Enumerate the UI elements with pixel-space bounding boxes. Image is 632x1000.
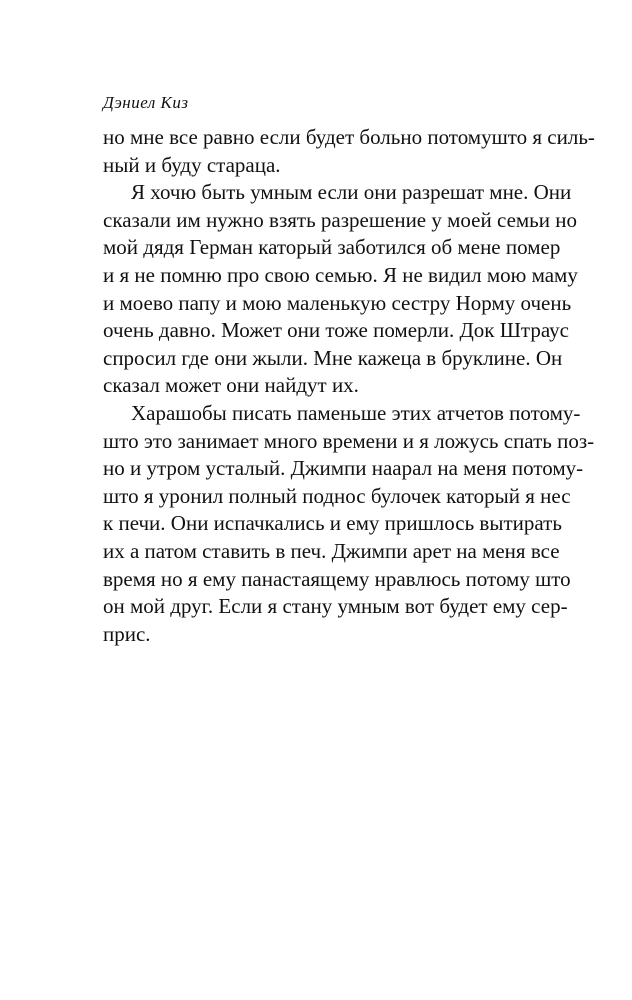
- text-line: он мой друг. Если я стану умным вот будет ему сер-: [103, 594, 568, 619]
- running-head-author: Дэниел Киз: [103, 93, 189, 112]
- body-text: [103, 124, 595, 648]
- text-line: Харашобы писать паменьше этих атчетов потому-: [131, 400, 581, 425]
- text-line: прис.: [103, 621, 151, 646]
- text-line: сказали им нужно взять разрешение у моей семьи но: [103, 207, 577, 232]
- text-line: и моево папу и мою маленькую сестру Норму очень: [103, 290, 572, 315]
- text-line: Я хочю быть умным если они разрешат мне. Они: [131, 180, 572, 205]
- text-line: и я не помню про свою семью. Я не видил мою маму: [103, 262, 578, 287]
- text-line: ный и буду стараца.: [103, 152, 281, 177]
- text-line: но и утром усталый. Джимпи наарал на меня потому-: [103, 456, 584, 481]
- text-line: очень давно. Может они тоже померли. Док Штраус: [103, 318, 569, 343]
- text-line: сказал может они найдут их.: [103, 373, 359, 398]
- text-line: што я уронил полный поднос булочек каторый я нес: [103, 483, 571, 508]
- text-line: к печи. Они испачкались и ему пришлось вытирать: [103, 511, 562, 536]
- text-line: их а патом ставить в печ. Джимпи арет на меня все: [103, 538, 560, 563]
- text-line: но мне все равно если будет больно потомушто я силь-: [103, 125, 595, 149]
- text-line: што это занимает много времени и я ложусь спать поз-: [103, 428, 595, 453]
- text-line: время но я ему панастаящему нравлюсь потому што: [103, 566, 571, 591]
- text-line: спросил где они жыли. Мне кажеца в бруклине. Он: [103, 345, 563, 370]
- text-line: мой дядя Герман каторый заботился об мене помер: [103, 235, 561, 260]
